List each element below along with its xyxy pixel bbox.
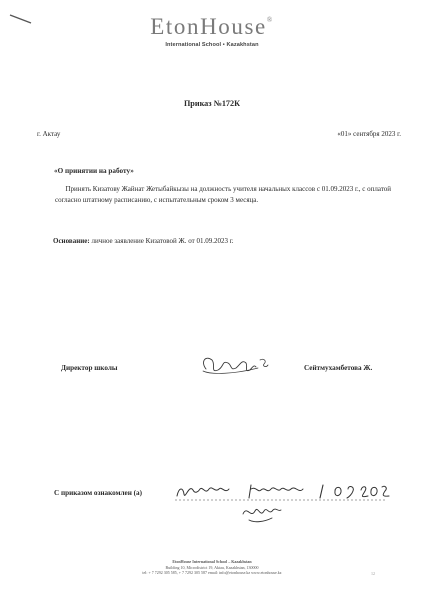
- school-logo: [0, 14, 424, 40]
- order-city: г. Актау: [37, 130, 61, 138]
- logo-subtitle: International School • Kazakhstan: [165, 42, 259, 48]
- order-title: Приказ №172К: [183, 99, 241, 108]
- order-basis: [53, 237, 234, 245]
- acknowledgement-handwriting: [172, 474, 394, 530]
- director-signature: [197, 349, 271, 381]
- acknowledgement-label: С приказом ознакомлен (а): [54, 489, 143, 497]
- footer-school-name: EtonHouse International School – Kazakhstan: [172, 559, 252, 564]
- footer: [0, 559, 424, 576]
- basis-text: личное заявление Кизатовой Ж. от 01.09.2023 г.: [89, 237, 234, 245]
- order-subject: «О принятии на работу»: [54, 167, 134, 175]
- order-body-text: Принять Кизатову Жайнат Жетыбайкызы на должность учителя начальных классов с 01.09.2023 г., с оплатой согласно штатному расписанию, с испытательным сроком 3 месяца.: [55, 185, 392, 204]
- footer-address: Building 10, Microdistrict 19, Aktau, Kazakhstan, 130000: [165, 564, 259, 570]
- page-number: 12: [371, 571, 375, 576]
- director-name: Сейтмухамбетова Ж.: [304, 364, 373, 372]
- footer-contacts: tel: + 7 7292 305 585, + 7 7292 305 587 email: info@etonhouse.kz www.etonhouse.kz: [142, 570, 282, 575]
- director-title: Директор школы: [61, 364, 118, 372]
- logo-brand: EtonHouse: [150, 14, 267, 39]
- order-body: [55, 184, 403, 206]
- registered-mark: ®: [266, 16, 274, 24]
- basis-label: Основание:: [53, 237, 90, 245]
- order-date: «01» сентября 2023 г.: [337, 130, 401, 138]
